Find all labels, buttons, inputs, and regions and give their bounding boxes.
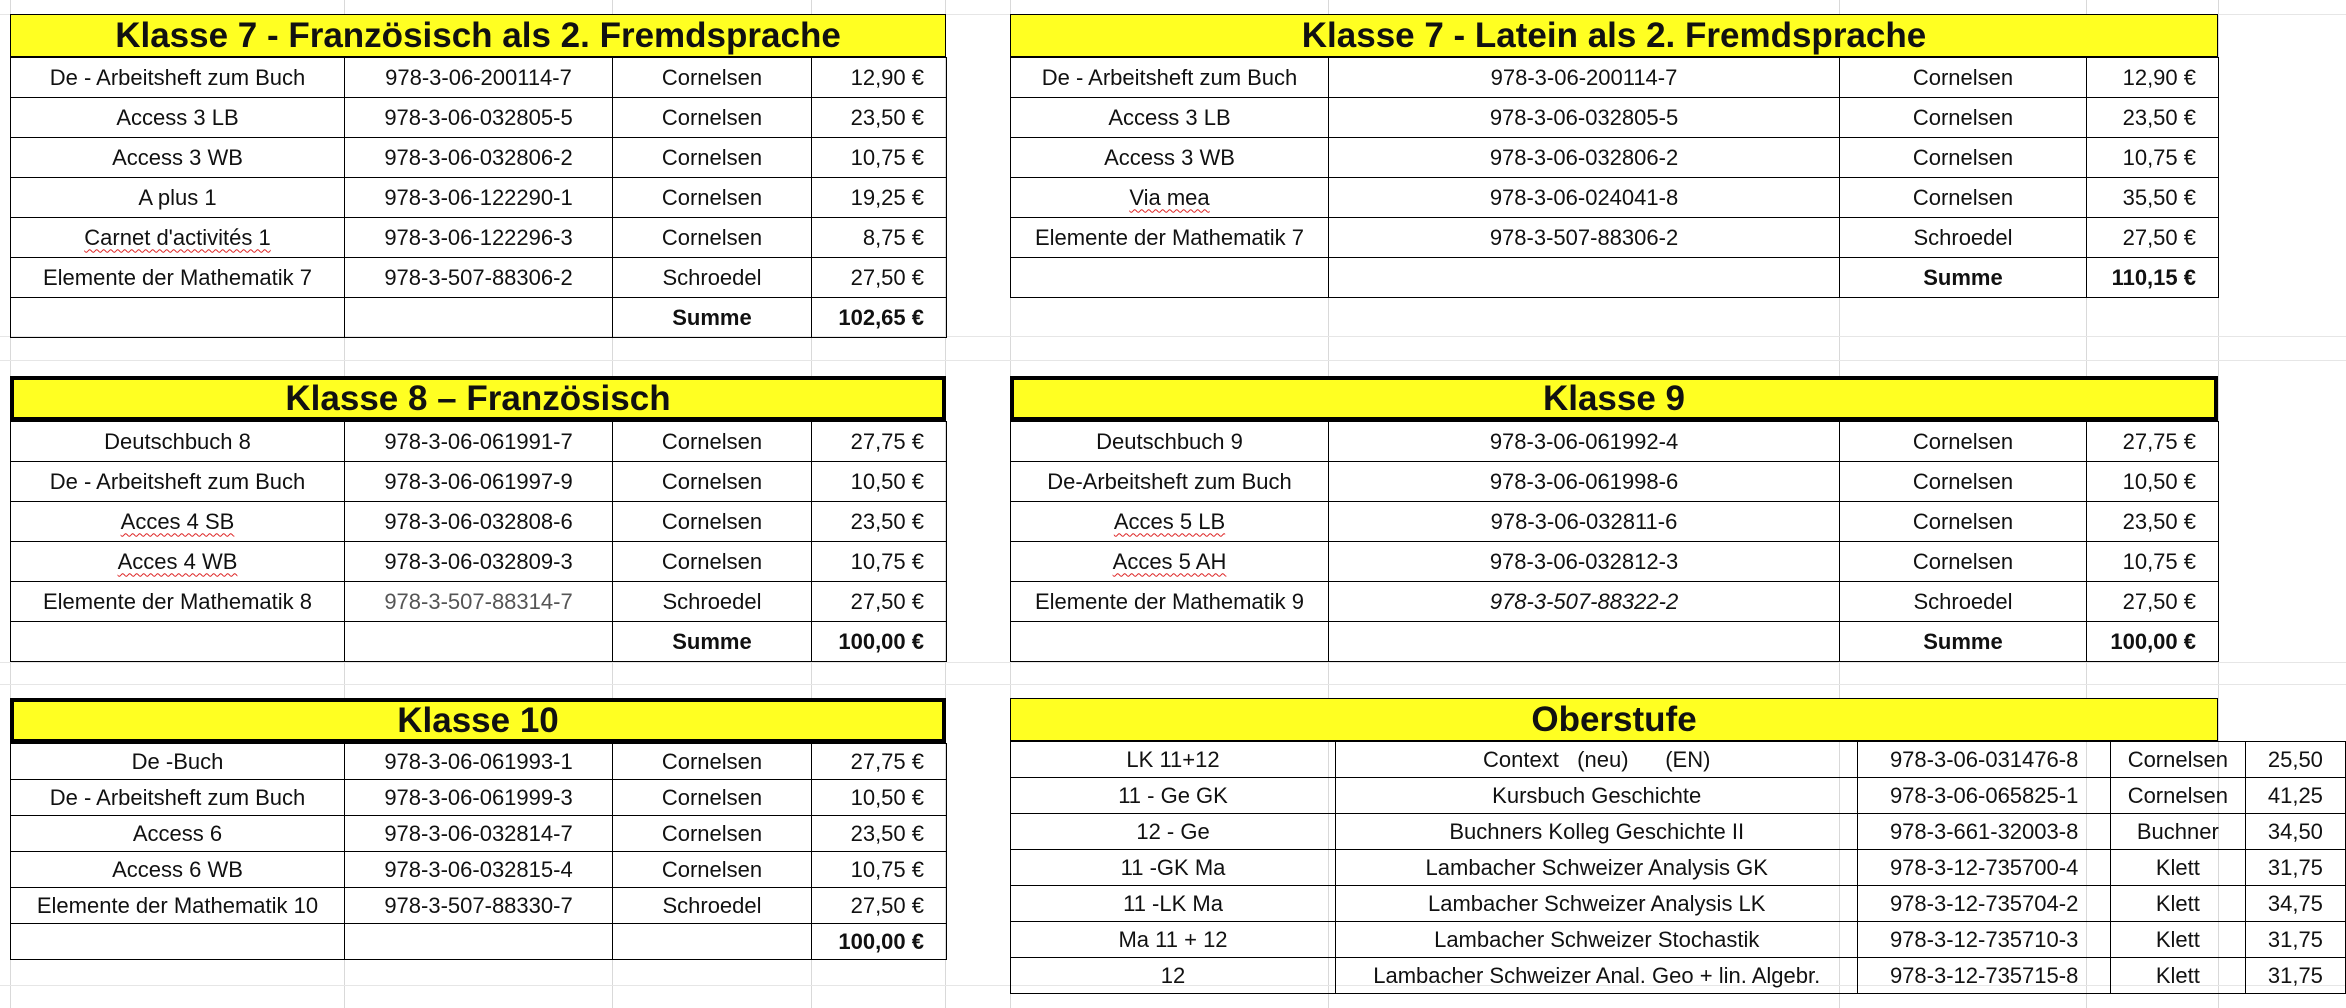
price: 35,50 € bbox=[2087, 178, 2219, 218]
price: 34,75 bbox=[2245, 886, 2345, 922]
sum-value: 110,15 € bbox=[2087, 258, 2219, 298]
publisher: Cornelsen bbox=[613, 852, 812, 888]
isbn: 978-3-06-065825-1 bbox=[1858, 778, 2110, 814]
price: 10,75 € bbox=[2087, 138, 2219, 178]
price: 10,50 € bbox=[812, 780, 947, 816]
isbn: 978-3-06-032808-6 bbox=[345, 502, 613, 542]
table-title: Klasse 7 - Französisch als 2. Fremdsprache bbox=[10, 14, 946, 57]
publisher: Cornelsen bbox=[613, 178, 812, 218]
publisher: Schroedel bbox=[1840, 582, 2087, 622]
book-title: Elemente der Mathematik 7 bbox=[1011, 218, 1329, 258]
price: 27,50 € bbox=[812, 582, 947, 622]
isbn: 978-3-507-88322-2 bbox=[1329, 582, 1840, 622]
book-title: De-Arbeitsheft zum Buch bbox=[1011, 462, 1329, 502]
price: 27,50 € bbox=[2087, 218, 2219, 258]
table-row bbox=[11, 462, 947, 502]
price: 12,90 € bbox=[812, 58, 947, 98]
table-row bbox=[1011, 958, 2346, 994]
isbn: 978-3-507-88306-2 bbox=[345, 258, 613, 298]
publisher: Schroedel bbox=[613, 888, 812, 924]
sum-row bbox=[1011, 258, 2219, 298]
isbn: 978-3-12-735710-3 bbox=[1858, 922, 2110, 958]
book-title: Access 6 bbox=[11, 816, 345, 852]
table-row bbox=[11, 138, 947, 178]
publisher: Klett bbox=[2110, 958, 2245, 994]
table-row bbox=[1011, 218, 2219, 258]
course: LK 11+12 bbox=[1011, 742, 1336, 778]
book-title: Carnet d'activités 1 bbox=[11, 218, 345, 258]
isbn: 978-3-06-032814-7 bbox=[345, 816, 613, 852]
course: 11 - Ge GK bbox=[1011, 778, 1336, 814]
book-title: De - Arbeitsheft zum Buch bbox=[11, 58, 345, 98]
isbn: 978-3-06-024041-8 bbox=[1329, 178, 1840, 218]
price: 10,75 € bbox=[812, 852, 947, 888]
table-row bbox=[11, 888, 947, 924]
isbn: 978-3-06-032809-3 bbox=[345, 542, 613, 582]
publisher: Cornelsen bbox=[613, 780, 812, 816]
book-title: Lambacher Schweizer Analysis LK bbox=[1336, 886, 1858, 922]
publisher: Buchner bbox=[2110, 814, 2245, 850]
isbn: 978-3-06-032805-5 bbox=[345, 98, 613, 138]
publisher: Klett bbox=[2110, 886, 2245, 922]
publisher: Cornelsen bbox=[1840, 138, 2087, 178]
table-title: Klasse 10 bbox=[10, 698, 946, 743]
table-row bbox=[1011, 742, 2346, 778]
book-title: De - Arbeitsheft zum Buch bbox=[11, 780, 345, 816]
table-row bbox=[1011, 542, 2219, 582]
table-row bbox=[1011, 98, 2219, 138]
sum-value: 100,00 € bbox=[812, 924, 947, 960]
isbn: 978-3-06-032806-2 bbox=[1329, 138, 1840, 178]
course: 11 -GK Ma bbox=[1011, 850, 1336, 886]
book-title: Deutschbuch 8 bbox=[11, 422, 345, 462]
book-table bbox=[10, 743, 947, 960]
table-title: Klasse 8 – Französisch bbox=[10, 376, 946, 421]
sum-row bbox=[1011, 622, 2219, 662]
publisher: Cornelsen bbox=[1840, 178, 2087, 218]
isbn: 978-3-06-061999-3 bbox=[345, 780, 613, 816]
sum-value: 102,65 € bbox=[812, 298, 947, 338]
publisher: Cornelsen bbox=[613, 138, 812, 178]
isbn: 978-3-06-061998-6 bbox=[1329, 462, 1840, 502]
price: 31,75 bbox=[2245, 922, 2345, 958]
table-row bbox=[11, 744, 947, 780]
price: 27,75 € bbox=[812, 422, 947, 462]
publisher: Cornelsen bbox=[2110, 742, 2245, 778]
table-row bbox=[11, 218, 947, 258]
price: 10,75 € bbox=[812, 138, 947, 178]
book-title: Access 6 WB bbox=[11, 852, 345, 888]
course: Ma 11 + 12 bbox=[1011, 922, 1336, 958]
publisher: Cornelsen bbox=[1840, 58, 2087, 98]
course: 12 - Ge bbox=[1011, 814, 1336, 850]
publisher: Cornelsen bbox=[1840, 462, 2087, 502]
isbn: 978-3-06-061993-1 bbox=[345, 744, 613, 780]
table-row bbox=[1011, 138, 2219, 178]
price: 10,50 € bbox=[812, 462, 947, 502]
book-title: Acces 4 SB bbox=[11, 502, 345, 542]
isbn: 978-3-06-122296-3 bbox=[345, 218, 613, 258]
sum-value: 100,00 € bbox=[2087, 622, 2219, 662]
table-title: Klasse 9 bbox=[1010, 376, 2218, 421]
publisher: Cornelsen bbox=[1840, 502, 2087, 542]
sum-label: Summe bbox=[1840, 258, 2087, 298]
price: 23,50 € bbox=[812, 502, 947, 542]
price: 10,75 € bbox=[2087, 542, 2219, 582]
book-title: Deutschbuch 9 bbox=[1011, 422, 1329, 462]
table-row bbox=[1011, 850, 2346, 886]
publisher: Cornelsen bbox=[613, 542, 812, 582]
isbn: 978-3-661-32003-8 bbox=[1858, 814, 2110, 850]
publisher: Cornelsen bbox=[613, 502, 812, 542]
publisher: Cornelsen bbox=[1840, 98, 2087, 138]
book-table bbox=[10, 57, 947, 338]
table-row bbox=[11, 852, 947, 888]
isbn: 978-3-06-031476-8 bbox=[1858, 742, 2110, 778]
price: 31,75 bbox=[2245, 958, 2345, 994]
sum-label: Summe bbox=[613, 622, 812, 662]
book-table bbox=[10, 421, 947, 662]
book-table bbox=[1010, 421, 2219, 662]
book-title: Elemente der Mathematik 7 bbox=[11, 258, 345, 298]
table-row bbox=[1011, 582, 2219, 622]
book-title: Elemente der Mathematik 8 bbox=[11, 582, 345, 622]
table-row bbox=[1011, 886, 2346, 922]
book-title: Buchners Kolleg Geschichte II bbox=[1336, 814, 1858, 850]
table-row bbox=[1011, 502, 2219, 542]
course: 11 -LK Ma bbox=[1011, 886, 1336, 922]
publisher: Cornelsen bbox=[1840, 542, 2087, 582]
price: 34,50 bbox=[2245, 814, 2345, 850]
book-title: De - Arbeitsheft zum Buch bbox=[11, 462, 345, 502]
sum-row bbox=[11, 622, 947, 662]
book-title: Access 3 LB bbox=[11, 98, 345, 138]
sum-row bbox=[11, 298, 947, 338]
table-row bbox=[11, 58, 947, 98]
sum-row bbox=[11, 924, 947, 960]
price: 27,50 € bbox=[2087, 582, 2219, 622]
isbn: 978-3-507-88306-2 bbox=[1329, 218, 1840, 258]
isbn: 978-3-06-200114-7 bbox=[345, 58, 613, 98]
isbn: 978-3-06-032811-6 bbox=[1329, 502, 1840, 542]
isbn: 978-3-06-122290-1 bbox=[345, 178, 613, 218]
publisher: Cornelsen bbox=[1840, 422, 2087, 462]
book-title: De -Buch bbox=[11, 744, 345, 780]
table-row bbox=[11, 98, 947, 138]
table-row bbox=[1011, 922, 2346, 958]
price: 23,50 € bbox=[2087, 98, 2219, 138]
book-title: Access 3 WB bbox=[1011, 138, 1329, 178]
price: 27,75 € bbox=[812, 744, 947, 780]
price: 31,75 bbox=[2245, 850, 2345, 886]
isbn: 978-3-06-200114-7 bbox=[1329, 58, 1840, 98]
publisher: Klett bbox=[2110, 850, 2245, 886]
isbn: 978-3-06-032806-2 bbox=[345, 138, 613, 178]
table-row bbox=[11, 178, 947, 218]
table-row bbox=[1011, 58, 2219, 98]
publisher: Cornelsen bbox=[613, 816, 812, 852]
price: 41,25 bbox=[2245, 778, 2345, 814]
table-row bbox=[1011, 814, 2346, 850]
publisher: Cornelsen bbox=[613, 462, 812, 502]
price: 27,75 € bbox=[2087, 422, 2219, 462]
book-title: Acces 4 WB bbox=[11, 542, 345, 582]
publisher: Cornelsen bbox=[613, 58, 812, 98]
sum-label: Summe bbox=[1840, 622, 2087, 662]
isbn: 978-3-12-735700-4 bbox=[1858, 850, 2110, 886]
price: 10,50 € bbox=[2087, 462, 2219, 502]
publisher: Cornelsen bbox=[2110, 778, 2245, 814]
book-table bbox=[1010, 57, 2219, 298]
isbn: 978-3-507-88330-7 bbox=[345, 888, 613, 924]
table-title: Oberstufe bbox=[1010, 698, 2218, 741]
book-title: A plus 1 bbox=[11, 178, 345, 218]
book-title: Lambacher Schweizer Stochastik bbox=[1336, 922, 1858, 958]
isbn: 978-3-06-061992-4 bbox=[1329, 422, 1840, 462]
book-title: Access 3 WB bbox=[11, 138, 345, 178]
isbn: 978-3-06-032815-4 bbox=[345, 852, 613, 888]
book-title: Acces 5 AH bbox=[1011, 542, 1329, 582]
publisher: Schroedel bbox=[1840, 218, 2087, 258]
price: 25,50 bbox=[2245, 742, 2345, 778]
isbn: 978-3-06-032805-5 bbox=[1329, 98, 1840, 138]
book-title: Lambacher Schweizer Analysis GK bbox=[1336, 850, 1858, 886]
book-title: Via mea bbox=[1011, 178, 1329, 218]
isbn: 978-3-12-735704-2 bbox=[1858, 886, 2110, 922]
price: 23,50 € bbox=[812, 98, 947, 138]
table-title: Klasse 7 - Latein als 2. Fremdsprache bbox=[1010, 14, 2218, 57]
price: 23,50 € bbox=[812, 816, 947, 852]
sum-label: Summe bbox=[613, 298, 812, 338]
table-row bbox=[11, 502, 947, 542]
table-row bbox=[1011, 462, 2219, 502]
table-row bbox=[1011, 778, 2346, 814]
sum-value: 100,00 € bbox=[812, 622, 947, 662]
book-title: De - Arbeitsheft zum Buch bbox=[1011, 58, 1329, 98]
price: 12,90 € bbox=[2087, 58, 2219, 98]
book-title: Kursbuch Geschichte bbox=[1336, 778, 1858, 814]
isbn: 978-3-06-061991-7 bbox=[345, 422, 613, 462]
table-row bbox=[1011, 178, 2219, 218]
isbn: 978-3-06-032812-3 bbox=[1329, 542, 1840, 582]
price: 27,50 € bbox=[812, 888, 947, 924]
book-title: Lambacher Schweizer Anal. Geo + lin. Algebr. bbox=[1336, 958, 1858, 994]
book-title: Context (neu) (EN) bbox=[1336, 742, 1858, 778]
table-row bbox=[11, 582, 947, 622]
publisher: Cornelsen bbox=[613, 744, 812, 780]
book-title: Elemente der Mathematik 10 bbox=[11, 888, 345, 924]
isbn: 978-3-06-061997-9 bbox=[345, 462, 613, 502]
price: 19,25 € bbox=[812, 178, 947, 218]
isbn: 978-3-12-735715-8 bbox=[1858, 958, 2110, 994]
isbn: 978-3-507-88314-7 bbox=[345, 582, 613, 622]
price: 23,50 € bbox=[2087, 502, 2219, 542]
book-title: Access 3 LB bbox=[1011, 98, 1329, 138]
table-row bbox=[11, 258, 947, 298]
table-row bbox=[1011, 422, 2219, 462]
publisher: Schroedel bbox=[613, 258, 812, 298]
book-title: Acces 5 LB bbox=[1011, 502, 1329, 542]
publisher: Cornelsen bbox=[613, 422, 812, 462]
table-row bbox=[11, 422, 947, 462]
price: 10,75 € bbox=[812, 542, 947, 582]
publisher: Cornelsen bbox=[613, 98, 812, 138]
publisher: Schroedel bbox=[613, 582, 812, 622]
publisher: Klett bbox=[2110, 922, 2245, 958]
book-title: Elemente der Mathematik 9 bbox=[1011, 582, 1329, 622]
publisher: Cornelsen bbox=[613, 218, 812, 258]
table-row bbox=[11, 816, 947, 852]
price: 27,50 € bbox=[812, 258, 947, 298]
book-table bbox=[1010, 741, 2346, 994]
price: 8,75 € bbox=[812, 218, 947, 258]
table-row bbox=[11, 542, 947, 582]
table-row bbox=[11, 780, 947, 816]
course: 12 bbox=[1011, 958, 1336, 994]
